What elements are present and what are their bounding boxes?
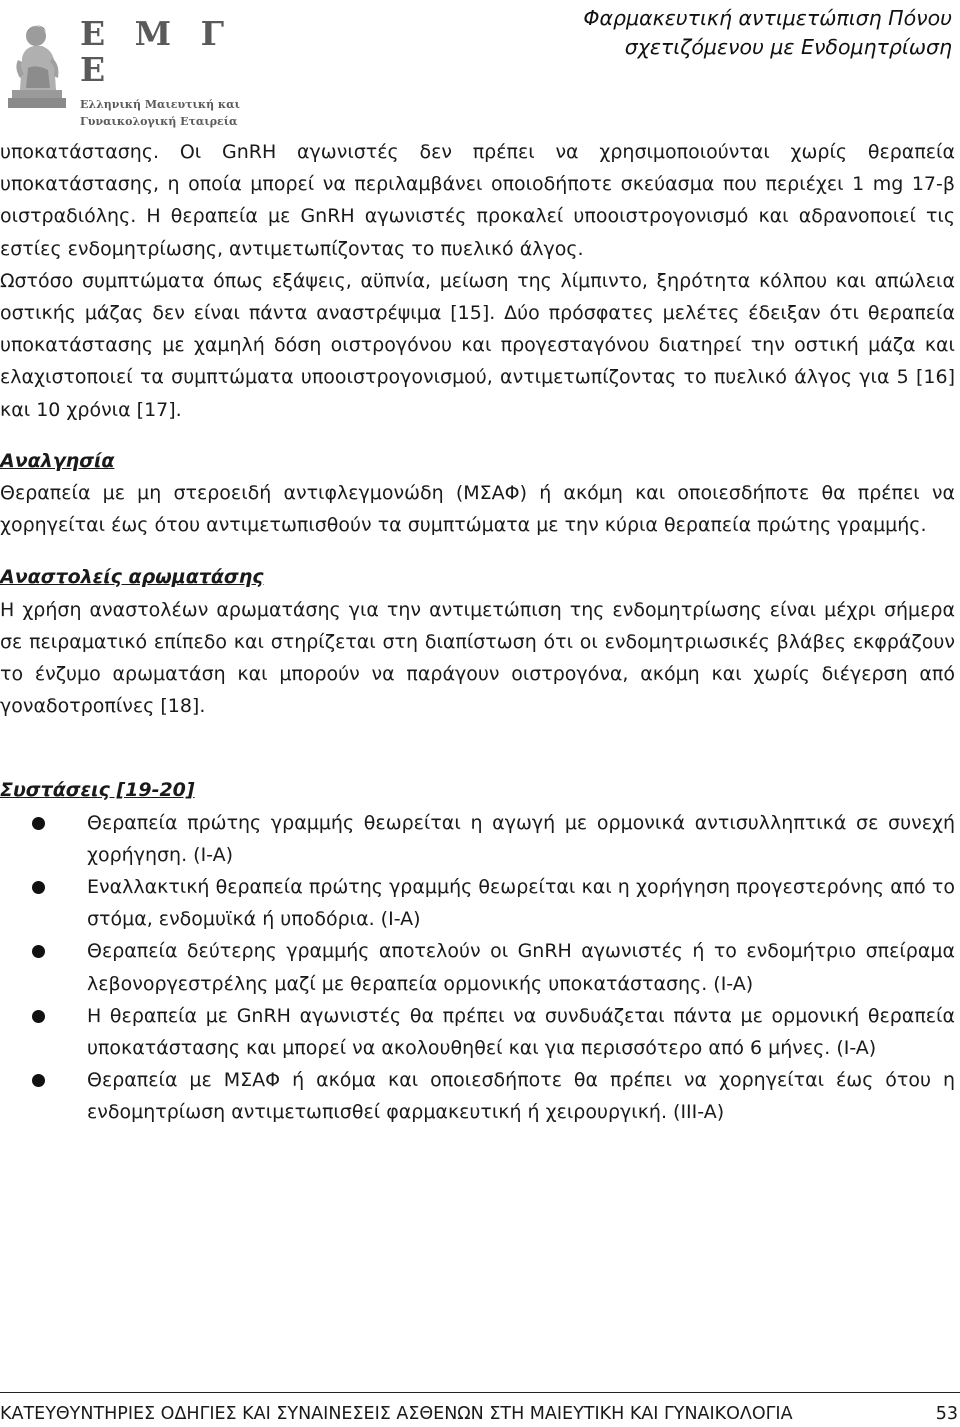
society-name-line-1: Ελληνική Μαιευτική και xyxy=(80,98,240,111)
recommendation-text: Θεραπεία πρώτης γραμμής θεωρείται η αγωγή με ορμονικά αντισυλληπτικά σε συνεχή χορήγηση. (I-A) xyxy=(87,811,955,866)
analgesia-paragraph: Θεραπεία με μη στεροειδή αντιφλεγμονώδη (ΜΣΑΦ) ή ακόμη και οποιεσδήποτε θα πρέπει να χορηγείται έως ότου αντιμετωπισθούν τα συμπτώματα με την κύρια θεραπεία πρώτης γραμμής. xyxy=(0,482,955,537)
society-emblem-icon xyxy=(6,8,68,110)
document-title-line-2: σχετιζόμενου με Ενδομητρίωση xyxy=(624,35,952,59)
page-footer xyxy=(0,1392,960,1426)
society-abbreviation: Ε Μ Γ Ε xyxy=(80,14,234,89)
footer-series-title: ΚΑΤΕΥΘΥΝΤΗΡΙΕΣ ΟΔΗΓΙΕΣ ΚΑΙ ΣΥΝΑΙΝΕΣΕΙΣ ΑΣΘΕΝΩΝ ΣΤΗ ΜΑΙΕΥΤΙΚΗ ΚΑΙ ΓΥΝΑΙΚΟΛΟΓΙΑ xyxy=(0,1404,793,1424)
bullet-icon xyxy=(32,817,45,830)
bullet-icon xyxy=(32,945,45,958)
aromatase-heading: Αναστολείς αρωματάσης xyxy=(0,566,264,589)
aromatase-paragraph: Η χρήση αναστολέων αρωματάσης για την αντιμετώπιση της ενδομητρίωσης είναι μέχρι σήμερα σε πειραματικό επίπεδο και στηρίζεται στη διαπίστωση ότι οι ενδομητριωσικές βλάβες εκφράζουν το ένζυμο αρωματάση και μπορούν να παράγουν οιστρογόνα, ακόμη και χωρίς διέγερση από γοναδοτροπίνες [18]. xyxy=(0,598,955,718)
bullet-icon xyxy=(32,1010,45,1023)
bullet-icon xyxy=(32,881,45,894)
document-title-line-1: Φαρμακευτική αντιμετώπιση Πόνου xyxy=(583,6,952,30)
recommendation-text: Εναλλακτική θεραπεία πρώτης γραμμής θεωρείται και η χορήγηση προγεστερόνης από το στόμα, ενδομυϊκά ή υποδόρια. (I-A) xyxy=(87,876,955,931)
intro-paragraph-2: Ωστόσο συμπτώματα όπως εξάψεις, αϋπνία, μείωση της λίμπιντο, ξηρότητα κόλπου και απώλεια οστικής μάζας δεν είναι πάντα αναστρέψιμα [15]. Δύο πρόσφατες μελέτες έδειξαν ότι θεραπεία υποκατάστασης με χαμηλή δόση οιστρογόνου και προγεσταγόνου διατηρεί την οστική μάζα και ελαχιστοποιεί τα συμπτώματα υποοιστρογονισμού, αντιμετωπίζοντας το πυελικό άλγος για 5 [16] και 10 χρόνια [17]. xyxy=(0,269,955,421)
document-title xyxy=(583,4,952,62)
bullet-icon xyxy=(32,1074,45,1087)
society-logo-text xyxy=(80,16,250,130)
recommendation-text: Θεραπεία με ΜΣΑΦ ή ακόμα και οποιεσδήποτε θα πρέπει να χορηγείται έως ότου η ενδομητρίωση αντιμετωπισθεί φαρμακευτική ή χειρουργική. (III-A) xyxy=(87,1069,955,1124)
recommendations-list xyxy=(0,807,955,1129)
analgesia-heading: Αναλγησία xyxy=(0,449,115,472)
list-item xyxy=(0,1064,955,1128)
society-name-line-2: Γυναικολογική Εταιρεία xyxy=(80,115,238,128)
list-item xyxy=(0,1000,955,1064)
intro-paragraph-1: υποκατάστασης. Οι GnRH αγωνιστές δεν πρέπει να χρησιμοποιούνται χωρίς θεραπεία υποκατάστασης, η οποία μπορεί να περιλαμβάνει οποιοδήποτε σκεύασμα που περιέχει 1 mg 17-β οιστραδιόλης. Η θεραπεία με GnRH αγωνιστές προκαλεί υποοιστρογονισμό και αδρανοποιεί τις εστίες ενδομητρίωσης, αντιμετωπίζοντας το πυελικό άλγος. xyxy=(0,141,955,260)
recommendations-heading: Συστάσεις [19-20] xyxy=(0,779,195,802)
list-item xyxy=(0,935,955,999)
page-header xyxy=(0,0,960,130)
list-item xyxy=(0,871,955,935)
page-number: 53 xyxy=(935,1404,958,1424)
list-item xyxy=(0,807,955,871)
page-content xyxy=(0,136,955,1129)
recommendation-text: Θεραπεία δεύτερης γραμμής αποτελούν οι GnRH αγωνιστές ή το ενδομήτριο σπείραμα λεβονοργεστρέλης μαζί με θεραπεία ορμονικής υποκατάστασης. (I-A) xyxy=(87,940,955,995)
recommendation-text: Η θεραπεία με GnRH αγωνιστές θα πρέπει να συνδυάζεται πάντα με ορμονική θεραπεία υποκατάστασης και μπορεί να ακολουθηθεί και για περισσότερο από 6 μήνες. (I-A) xyxy=(87,1004,955,1060)
